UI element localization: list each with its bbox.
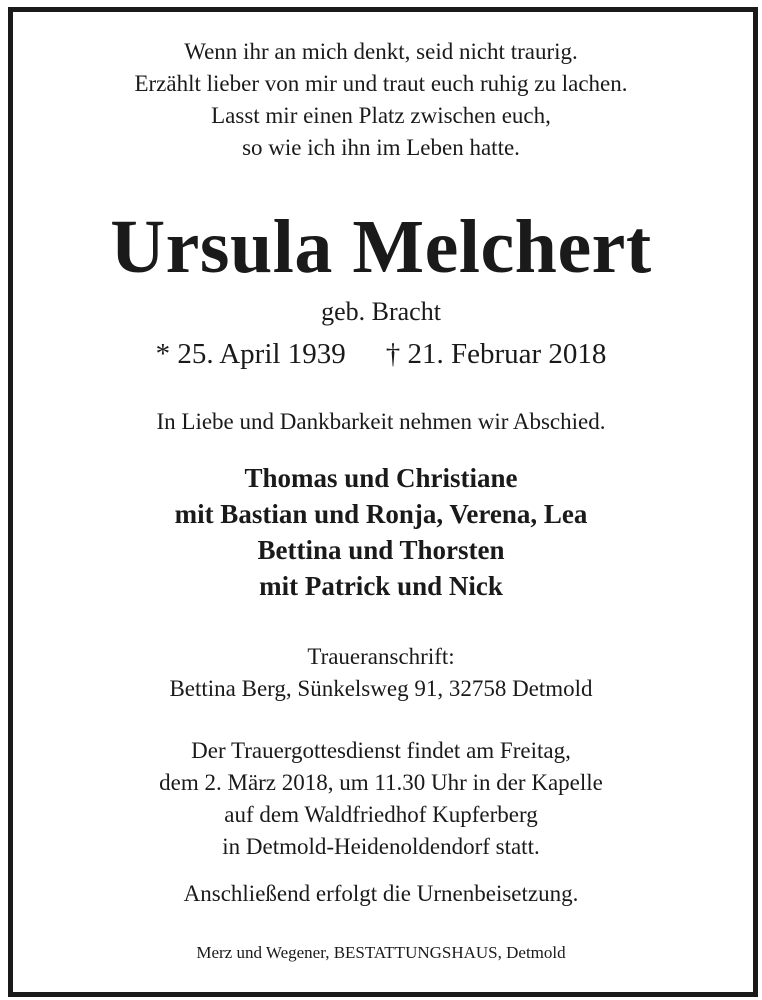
service-line: Der Trauergottesdienst findet am Freitag,: [191, 738, 571, 763]
burial-text: Anschließend erfolgt die Urnenbeisetzung.: [183, 881, 579, 906]
family-list: [0, 460, 762, 604]
service-line: in Detmold-Heidenoldendorf statt.: [222, 834, 540, 859]
poem-line: Erzählt lieber von mir und traut euch ruhig zu lachen.: [134, 71, 628, 96]
family-line: Bettina und Thorsten: [257, 535, 505, 565]
family-line: mit Bastian und Ronja, Verena, Lea: [174, 499, 588, 529]
service-info: [0, 735, 762, 863]
family-line: Thomas und Christiane: [244, 463, 518, 493]
poem-line: Lasst mir einen Platz zwischen euch,: [211, 103, 551, 128]
address-line: Bettina Berg, Sünkelsweg 91, 32758 Detmold: [169, 676, 593, 701]
poem-line: Wenn ihr an mich denkt, seid nicht traurig.: [184, 39, 578, 64]
service-line: auf dem Waldfriedhof Kupferberg: [224, 802, 538, 827]
death-date: † 21. Februar 2018: [385, 338, 607, 370]
farewell-text: In Liebe und Dankbarkeit nehmen wir Abschied.: [156, 409, 606, 434]
life-dates: [0, 337, 762, 371]
deceased-name: Ursula Melchert: [110, 205, 652, 289]
birth-date: * 25. April 1939: [155, 338, 346, 370]
service-line: dem 2. März 2018, um 11.30 Uhr in der Kapelle: [159, 770, 603, 795]
poem: [0, 36, 762, 164]
mourning-address: [0, 641, 762, 705]
birth-name: geb. Bracht: [321, 297, 441, 326]
family-line: mit Patrick und Nick: [259, 571, 503, 601]
funeral-home: Merz und Wegener, BESTATTUNGSHAUS, Detmold: [196, 943, 566, 962]
poem-line: so wie ich ihn im Leben hatte.: [242, 135, 520, 160]
address-label: Traueranschrift:: [307, 644, 455, 669]
